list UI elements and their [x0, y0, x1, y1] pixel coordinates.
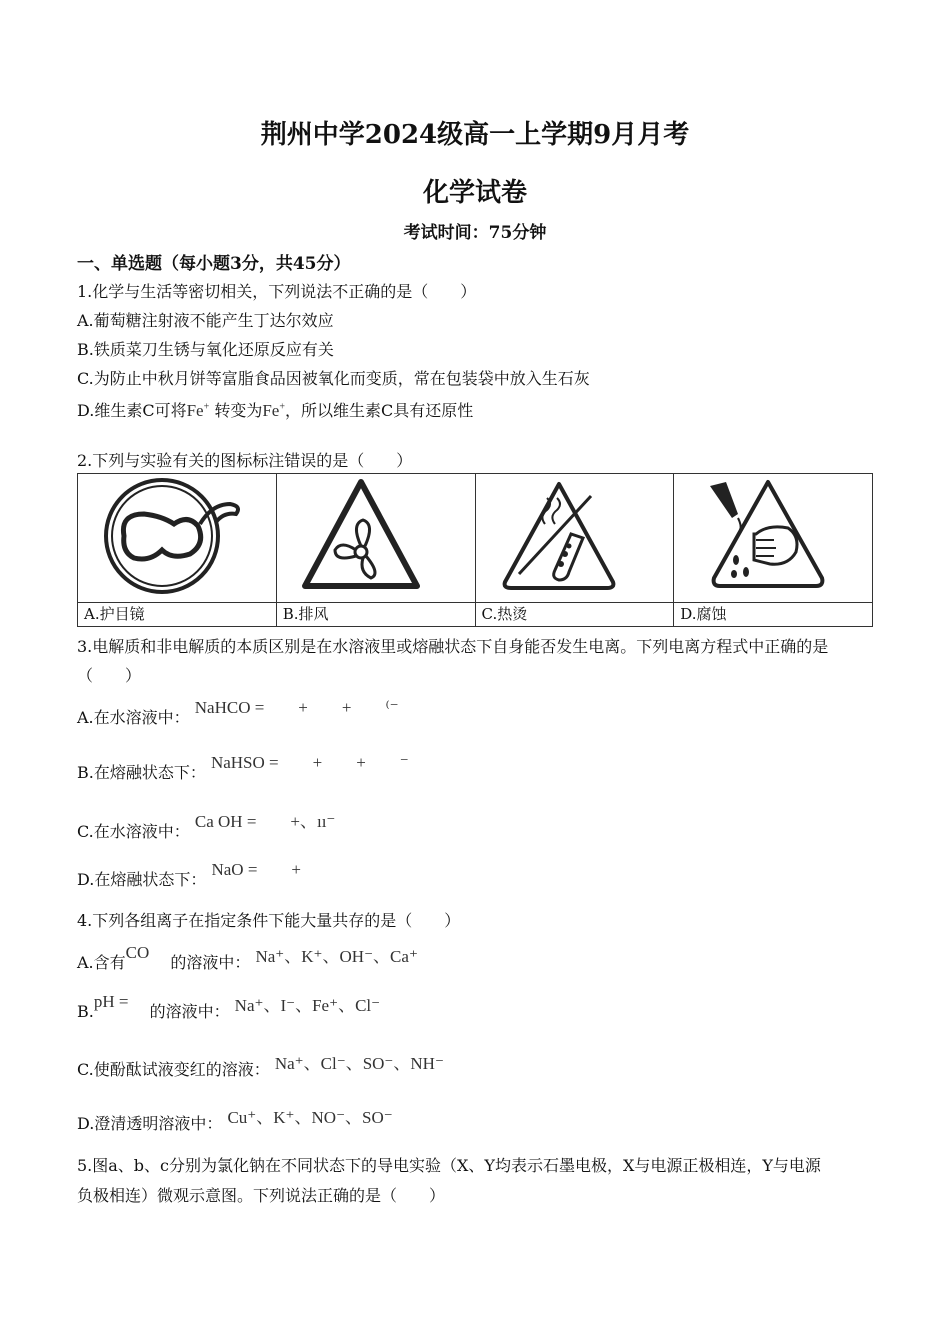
q4-a-mid: 的溶液中： — [170, 953, 251, 972]
q4-option-c — [77, 1055, 444, 1080]
ventilation-cell — [276, 474, 475, 603]
hot-tube-icon — [499, 474, 649, 598]
q1-stem: 1.化学与生活等密切相关，下列说法不正确的是（ ） — [77, 282, 477, 301]
q3-option-b — [77, 753, 409, 783]
q4-c-ions: Na⁺、Cl⁻、SO⁻、NH⁻ — [274, 1054, 444, 1073]
exam-title: 荆州中学2024级高一上学期9月月考 — [260, 120, 690, 150]
q4-option-b — [77, 992, 381, 1022]
q3-a-equation: NaHCO = + + ⁽⁻ — [194, 698, 399, 717]
q1-option-a: A.葡萄糖注射液不能产生丁达尔效应 — [77, 311, 334, 330]
q4-a-ion: CO — [125, 943, 150, 962]
q3-option-d — [77, 860, 301, 890]
q5-stem-line1: 5.图a、b、c分别为氯化钠在不同状态下的导电实验（X、Y均表示石墨电极，X与电源正极相连，Y与电源 — [77, 1156, 821, 1175]
q4-option-a — [77, 943, 418, 973]
caption-corrosion: D.腐蚀 — [674, 603, 873, 627]
q1-d-post: ，所以维生素C具有还原性 — [284, 401, 474, 420]
q4-option-d — [77, 1109, 393, 1134]
q3-option-a — [77, 698, 399, 728]
goggles-icon — [102, 474, 252, 598]
caption-heat: C.热烫 — [475, 603, 674, 627]
q2-icon-table — [77, 473, 873, 627]
q3-b-label: B.在熔融状态下： — [77, 763, 206, 782]
q1-d-pre: D.维生素C可将 — [77, 401, 187, 420]
q1-option-c: C.为防止中秋月饼等富脂食品因被氧化而变质，常在包装袋中放入生石灰 — [77, 369, 590, 388]
q4-b-mid: 的溶液中： — [149, 1002, 230, 1021]
q3-c-equation: Ca OH = +、ıı⁻ — [194, 812, 336, 831]
fan-icon — [301, 474, 451, 598]
corrosion-icon — [698, 474, 848, 598]
q3-d-label: D.在熔融状态下： — [77, 870, 207, 889]
q4-d-pre: D.澄清透明溶液中： — [77, 1114, 223, 1133]
q3-b-equation: NaHSO = + + ⁻ — [210, 753, 409, 772]
q1-d-ion2: Fe+ — [262, 401, 285, 420]
exam-subtitle: 化学试卷 — [422, 178, 527, 208]
q4-d-ions: Cu⁺、K⁺、NO⁻、SO⁻ — [227, 1108, 393, 1127]
q5-stem-line2: 负极相连）微观示意图。下列说法正确的是（ ） — [77, 1186, 446, 1205]
q3-d-equation: NaO = + — [211, 860, 301, 879]
q3-option-c — [77, 812, 336, 842]
q4-b-ions: Na⁺、I⁻、Fe⁺、Cl⁻ — [234, 996, 381, 1015]
q3-stem-line1: 3.电解质和非电解质的本质区别是在水溶液里或熔融状态下自身能否发生电离。下列电离方程式中正确的是 — [77, 637, 829, 656]
heat-cell — [475, 474, 674, 603]
q3-a-label: A.在水溶液中： — [77, 708, 190, 727]
q2-stem: 2.下列与实验有关的图标标注错误的是（ ） — [77, 451, 413, 470]
q3-stem-line2: （ ） — [77, 666, 142, 685]
q4-b-pre: B. — [77, 1002, 94, 1021]
caption-goggles: A.护目镜 — [78, 603, 277, 627]
q1-d-ion1: Fe+ — [186, 401, 210, 420]
corrosion-cell — [674, 474, 873, 603]
exam-time: 考试时间：75分钟 — [403, 223, 547, 243]
q1-d-mid: 转变为 — [214, 401, 263, 420]
q4-a-ions: Na⁺、K⁺、OH⁻、Ca⁺ — [255, 947, 418, 966]
q1-option-d — [77, 398, 473, 421]
q3-c-label: C.在水溶液中： — [77, 822, 190, 841]
q4-c-pre: C.使酚酞试液变红的溶液： — [77, 1060, 270, 1079]
section-heading: 一、单选题（每小题3分，共45分） — [77, 254, 351, 274]
q1-option-b: B.铁质菜刀生锈与氧化还原反应有关 — [77, 340, 334, 359]
q4-a-pre: A.含有 — [77, 953, 126, 972]
caption-ventilation: B.排风 — [276, 603, 475, 627]
q4-stem: 4.下列各组离子在指定条件下能大量共存的是（ ） — [77, 911, 461, 930]
goggles-cell — [78, 474, 277, 603]
q4-b-ph: pH = — [93, 992, 129, 1011]
